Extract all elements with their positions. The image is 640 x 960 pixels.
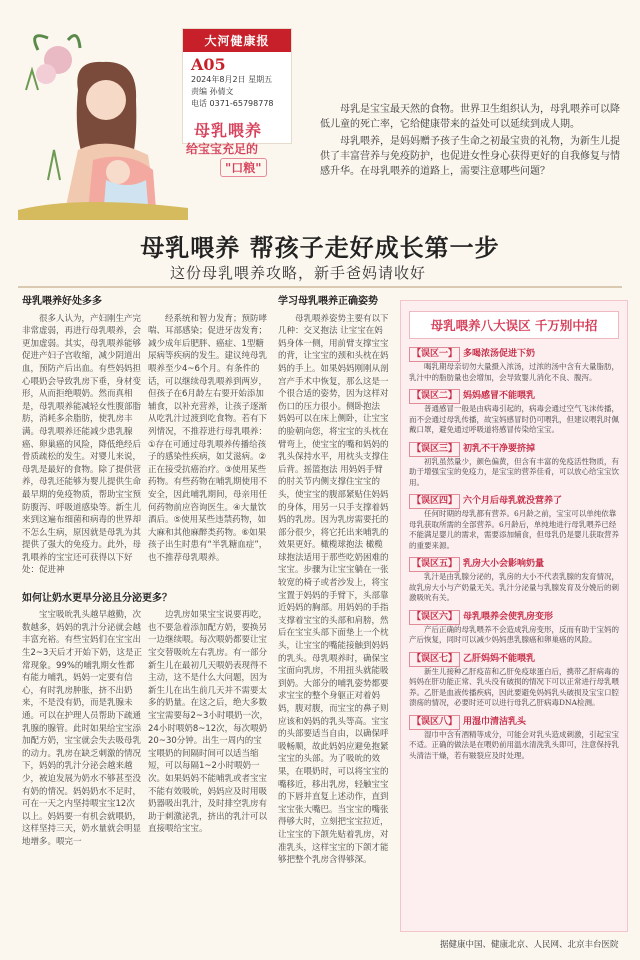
misconception-title	[409, 442, 619, 457]
divider	[18, 286, 622, 288]
banner-sub: 给宝宝充足的	[186, 142, 259, 156]
hero-header	[0, 0, 640, 228]
intro-text	[320, 102, 620, 181]
misconception-item	[409, 389, 619, 436]
misconception-tag: 【误区六】	[409, 610, 460, 625]
page-number: A05	[191, 55, 226, 74]
misconception-item	[409, 610, 619, 646]
misconception-tag: 【误区七】	[409, 652, 460, 667]
misconception-tag: 【误区二】	[409, 389, 460, 404]
misconception-title	[409, 494, 619, 509]
misconception-heading: 多喝浓汤促进下奶	[463, 349, 536, 359]
misconception-tag: 【误区三】	[409, 442, 460, 457]
intro-paragraph: 母乳是宝宝最天然的食物。世界卫生组织认为，母乳喂养可以降低儿童的死亡率，它给健康带来的益处可以延续到成人期。	[320, 104, 620, 130]
subheadline: 这份母乳喂养攻略，新手爸妈请收好	[170, 264, 427, 282]
misconception-heading: 初乳不干净要挤掉	[463, 443, 536, 454]
middle-section	[278, 296, 390, 923]
misconception-list	[401, 347, 627, 761]
misconception-item	[409, 557, 619, 604]
misconception-body: 乳汁是由乳腺分泌的，乳房的大小不代表乳腺的发育情况，故乳房大小与产奶量无关。乳汁分泌量与乳腺发育及分娩后的刺激吸吮有关。	[409, 572, 619, 602]
misconception-body: 初乳虽然量少，颜色偏黄，但含有丰富的免疫活性物质，有助于增强宝宝的免疫力，是宝宝的营养佳肴，可以放心给宝宝饮用。	[409, 456, 619, 487]
misconception-tag: 【误区四】	[409, 494, 460, 509]
misconception-title	[409, 715, 619, 730]
article-column: 宝宝吸吮乳头越早越勤，次数越多，妈妈的乳汁分泌就会越丰富充裕。有些宝妈们在宝宝出生2~3天后才开始下奶，这是正常现象。99%的哺乳期女性都有能力哺乳，妈妈一定要有信心，有时乳房肿胀，挤不出奶来，不是没有奶，而是乳腺未通。可以在护理人员帮助下疏通乳腺的腺管。此时如果给宝宝添加配方奶，宝宝就会失去吸母乳的动力。乳房在缺乏刺激的情况下，妈妈的乳汁分泌会越来越少，被迫发展为奶水不够甚至没有奶的情况。妈妈奶水不足时，可在一天之内坚持喂宝宝12次以上。妈妈要一有机会就喂奶，这样坚持三天，奶水量就会明显地增多。喂完一	[22, 610, 142, 847]
misconception-heading: 乙肝妈妈不能喂乳	[463, 653, 536, 664]
phone-line: 电话 0371-65798778	[191, 99, 274, 108]
box-title: 母乳喂养八大误区 千万别中招	[409, 311, 619, 339]
misconception-title	[409, 610, 619, 625]
misconception-body: 新生儿接种乙肝疫苗和乙肝免疫球蛋白后，携带乙肝病毒的妈妈在肝功能正常、乳头没有破损的情况下可以正常进行母乳喂养。乙肝是血液传播疾病，因此要避免妈妈乳头破损及宝宝口腔溃疡的情况，必要时还可以进行母乳乙肝病毒DNA检测。	[409, 666, 619, 707]
misconception-tag: 【误区一】	[409, 347, 460, 362]
editor-line: 责编 孙倩文	[191, 87, 234, 96]
headline: 母乳喂养 帮孩子走好成长第一步	[140, 233, 500, 262]
misconception-item	[409, 347, 619, 383]
misconception-item	[409, 442, 619, 489]
banner-sub2: "口粮"	[220, 158, 267, 177]
misconception-heading: 用湿巾清洁乳头	[463, 716, 527, 727]
misconception-item	[409, 494, 619, 551]
misconception-title	[409, 652, 619, 667]
misconception-heading: 母乳喂养会使乳房变形	[463, 611, 554, 622]
topic-banner	[184, 118, 314, 188]
misconception-heading: 乳房大小会影响奶量	[463, 559, 545, 569]
misconception-title	[409, 389, 619, 404]
left-section	[22, 296, 270, 917]
misconception-heading: 妈妈感冒不能喂乳	[463, 391, 536, 401]
source-credit: 据健康中国、健康北京、人民网、北京丰台医院	[440, 940, 619, 950]
mother-baby-illustration	[18, 30, 188, 220]
misconception-tag: 【误区八】	[409, 715, 460, 730]
misconception-body: 产后正确的母乳喂养不会造成乳房变形，反而有助于宝妈的产后恢复，同时可以减少妈妈患乳腺癌和卵巢癌的风险。	[409, 624, 619, 644]
article-column: 很多人认为，产妇刚生产完非常虚弱，再进行母乳喂养，会更加虚弱。其实，母乳喂养能够促进产妇子宫收缩，减少阴道出血，预防产后出血。有些妈妈担心喂奶会导致乳房下垂，身材变形，从而拒绝喂奶。然而真相是，母乳喂养能减轻女性腹部脂肪，消耗多余脂肪，使乳房丰满。母乳喂养还能减少患乳腺癌、卵巢癌的风险，降低绝经后骨质疏松的发生。对婴儿来说，母乳是最好的食物。除了提供营养，母乳还能够为婴儿提供生命最早期的免疫物质，帮助宝宝预防腹泻、呼吸道感染等。新生儿来到这遍布细菌和病毒的世界却不怎么生病，原因就是母乳为其提供了强大的免疫力。此外，母乳喂养的宝宝还可获得以下好处：促进神	[22, 313, 142, 576]
misconception-body: 任何时期的母乳都有营养。6月龄之前，宝宝可以单纯依靠母乳获取所需的全部营养。6月龄后，单纯地进行母乳喂养已经不能满足婴儿的需求，需要添加辅食，但母乳仍是婴儿获取营养的重要来源。	[409, 509, 619, 550]
newspaper-logo: 大河健康报	[183, 29, 291, 52]
section-body	[22, 313, 270, 581]
misconception-title	[409, 347, 619, 362]
misconception-heading: 六个月后母乳就没营养了	[463, 496, 563, 506]
section-title: 母乳喂养好处多多	[22, 296, 102, 307]
article-column: 边乳房如果宝宝说要再吃，也不要急着添加配方奶，要换另一边继续喂。每次喂奶都要让宝宝交替吸吮左右乳房。有一部分新生儿在最初几天喂奶表现得不主动，这不是什么大问题，因为新生儿在出生前几天并不需要太多的奶量。在这之后，绝大多数宝宝需要每2~3小时喂奶一次，24小时喂奶8~12次，每次喂奶20~30分钟。出生一周内的宝宝喂奶的间隔时间可以适当缩短，可以每隔1~2小时喂奶一次。如果妈妈不能哺乳或者宝宝不能有效吸吮，妈妈应及时用吸奶器吸出乳汁，及时排空乳房有助于刺激泌乳，挤出的乳汁可以直接喂给宝宝。	[148, 610, 268, 835]
section-body	[22, 609, 270, 917]
misconception-body: 喝乳期母亲切勿大量摄入浓汤，过浓的汤中含有大量脂肪，乳汁中的脂肪量也会增加，会导致婴儿消化不良、腹泻。	[409, 362, 619, 382]
misconception-title	[409, 557, 619, 572]
issue-date: 2024年8月2日 星期五	[191, 75, 273, 84]
article-column: 母乳喂养姿势主要有以下几种：交叉抱法 让宝宝在妈妈身体一侧，用前臂支撑宝宝的背，让宝宝的颈和头枕在妈妈的手上。如果妈妈刚刚从剖宫产手术中恢复，那么这是一个很合适的姿势，因为这样对伤口的压力很小。侧卧抱法 妈妈可以在床上侧卧，让宝宝的脸朝向您，将宝宝的头枕在臂弯上，使宝宝的嘴和妈妈的乳头保持水平，用枕头支撑住后背。摇篮抱法 用妈妈手臂的肘关节内侧支撑住宝宝的头，使宝宝的腹部紧贴住妈妈的身体，用另一只手支撑着妈妈的乳房。因为乳房需要托的部分很少，将它托出来哺乳的效果更好。橄榄球抱法 橄榄球抱法适用于那些吃奶困难的宝宝。步骤为让宝宝躺在一张较宽的椅子或者沙发上，将宝宝置于妈妈的手臂下，头部靠近妈妈的胸部。用妈妈的手指支撑着宝宝的头部和肩膀，然后在宝宝头部下面垫上一个枕头，让宝宝的嘴能接触到妈妈的乳头。母乳喂养时，确保宝宝面向乳房，不用扭头就能吸到奶。大部分的哺乳姿势都要求宝宝的整个身躯正对着妈妈，腹对腹，而宝宝的鼻子则应该和妈妈的乳头等高。宝宝的头部要适当自由，以确保呼吸畅顺，故此妈妈应避免抱紧宝宝的头部。为了吸吮的效果，在喂奶时，可以将宝宝的嘴移近，移出乳房，轻触宝宝的下唇并直复上述动作，直到宝宝张大嘴巴。当宝宝的嘴张得够大时，立刻把宝宝拉近，让宝宝的下颌先贴着乳房，对准乳头，这样宝宝的下颌才能够把整个乳房含得够深。	[278, 313, 389, 866]
intro-paragraph: 母乳喂养，是妈妈赠予孩子生命之初最宝贵的礼物，为新生儿提供了丰富营养与免疫防护，也促进女性身心获得更好的自我修复与情感升华。在母乳喂养的道路上，需要注意哪些问题？	[320, 136, 620, 177]
misconception-item	[409, 715, 619, 762]
misconception-item	[409, 652, 619, 709]
section-title: 如何让奶水更早分泌且分泌更多？	[22, 592, 172, 604]
misconception-body: 湿巾中含有酒精等成分，可能会对乳头造成刺激，引起宝宝不适。正确的做法是在喂奶前用温水清洗乳头即可，注意保持乳头清洁干燥，若有皲裂应及时处理。	[409, 729, 619, 760]
misconception-tag: 【误区五】	[409, 557, 460, 572]
misconceptions-box	[400, 300, 628, 932]
article-column: 经系统和智力发育；预防哮喘、耳部感染；促进牙齿发育；减少成年后肥胖、癌症、1型糖尿病等疾病的发生。建议纯母乳喂养至少4~6个月。有条件的话，可以继续母乳喂养到两岁，但孩子在6月龄左右要开始添加辅食，以补充营养，让孩子逐渐从吃乳汁过渡到吃食物。若有下列情况，不推荐进行母乳喂养：①存在可通过母乳喂养传播给孩子的感染性疾病，如艾滋病。②正在接受抗癌治疗。③使用某些药物。有些药物在哺乳期使用不安全，因此哺乳期间，母亲用任何药物前应咨询医生。④大量饮酒后。⑤使用某些违禁药物，如大麻和其他麻醉类药物。⑥如果孩子出生时患有“半乳糖血症”，也不推荐母乳喂养。	[148, 313, 268, 563]
section-title: 学习母乳喂养正确姿势	[278, 296, 378, 307]
banner-main: 母乳喂养	[194, 121, 263, 140]
misconception-body: 普通感冒一般是由病毒引起的，病毒会通过空气飞沫传播，而不会通过母乳传播，故宝妈感冒时仍可喂乳，但建议喂乳时佩戴口罩，避免通过呼吸道将感冒传染给宝宝。	[409, 404, 619, 434]
